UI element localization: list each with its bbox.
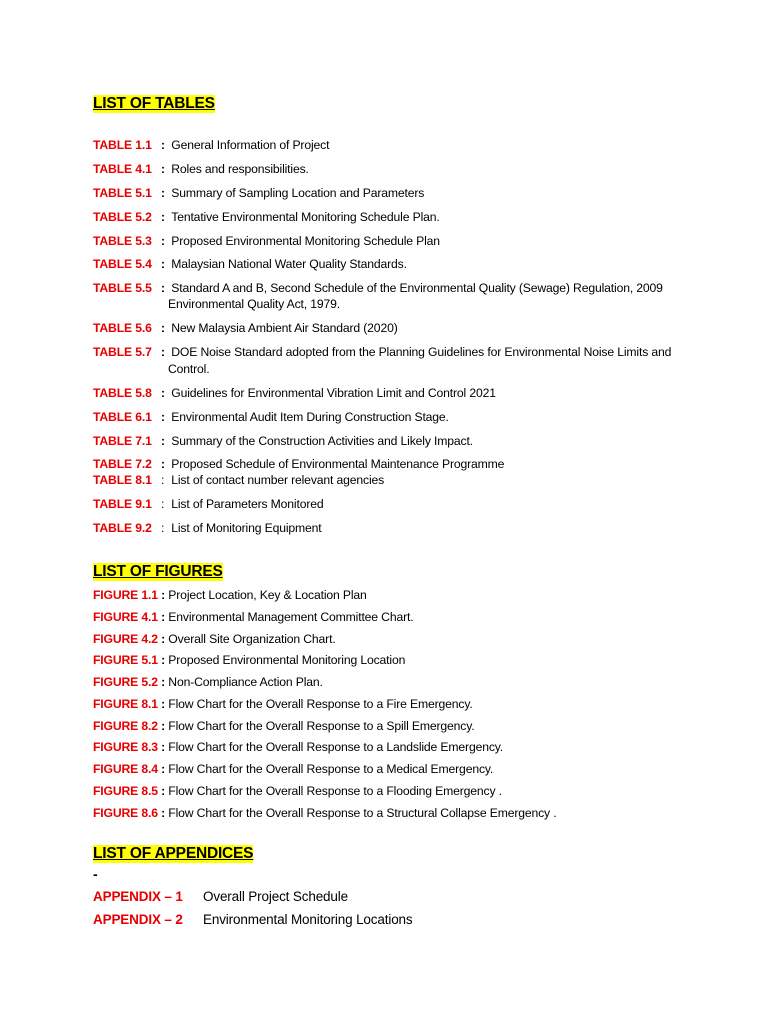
table-entry [93, 385, 496, 402]
separator: : [161, 138, 165, 152]
separator: : [161, 784, 166, 798]
table-entry [93, 433, 473, 450]
appendix-title: Environmental Monitoring Locations [203, 912, 413, 927]
table-label: TABLE 5.8 [93, 386, 152, 400]
appendix-label: APPENDIX – 1 [93, 889, 183, 904]
table-title: Proposed Environmental Monitoring Schedule Plan [171, 234, 440, 248]
figure-entry [93, 739, 503, 756]
separator: : [161, 345, 165, 359]
table-title: Standard A and B, Second Schedule of the Environmental Quality (Sewage) Regulation, 2009 [171, 281, 663, 295]
figure-entry [93, 609, 413, 626]
table-entry [93, 344, 671, 361]
figure-title: Flow Chart for the Overall Response to a Medical Emergency. [168, 762, 494, 776]
separator: : [161, 653, 166, 667]
figure-entry [93, 587, 367, 604]
table-title-continuation: Environmental Quality Act, 1979. [168, 297, 341, 311]
separator: : [161, 457, 165, 471]
figure-label: FIGURE 4.1 [93, 610, 158, 624]
separator: : [161, 234, 165, 248]
table-label: TABLE 6.1 [93, 410, 152, 424]
separator: : [161, 697, 166, 711]
table-entry [93, 280, 663, 297]
separator: : [161, 186, 165, 200]
table-title: Tentative Environmental Monitoring Schedule Plan. [171, 210, 440, 224]
table-entry [93, 137, 329, 154]
separator: : [161, 806, 166, 820]
table-entry [93, 233, 440, 250]
separator: : [161, 588, 166, 602]
table-label: TABLE 1.1 [93, 138, 152, 152]
separator: : [161, 162, 165, 176]
figure-label: FIGURE 5.2 [93, 675, 158, 689]
table-title: Malaysian National Water Quality Standards. [171, 257, 407, 271]
table-title-continuation: Control. [168, 362, 210, 376]
list-of-tables-heading: LIST OF TABLES [93, 95, 215, 112]
figure-label: FIGURE 4.2 [93, 632, 158, 646]
table-title: Proposed Schedule of Environmental Maintenance Programme [171, 457, 505, 471]
figure-title: Overall Site Organization Chart. [168, 632, 336, 646]
figure-label: FIGURE 8.3 [93, 740, 158, 754]
table-label: TABLE 5.1 [93, 186, 152, 200]
table-entry [93, 256, 407, 273]
table-entry [93, 472, 384, 489]
figure-title: Flow Chart for the Overall Response to a Flooding Emergency . [168, 784, 502, 798]
figure-entry [93, 631, 336, 648]
separator: : [161, 719, 166, 733]
table-label: TABLE 5.2 [93, 210, 152, 224]
table-entry [93, 209, 440, 226]
table-title: List of contact number relevant agencies [171, 473, 385, 487]
table-title: List of Parameters Monitored [171, 497, 324, 511]
table-label: TABLE 5.6 [93, 321, 152, 335]
figure-label: FIGURE 8.2 [93, 719, 158, 733]
separator: : [161, 281, 165, 295]
table-title: Summary of the Construction Activities and Likely Impact. [171, 434, 473, 448]
list-of-figures-heading: LIST OF FIGURES [93, 563, 223, 580]
list-of-appendices-heading: LIST OF APPENDICES [93, 845, 254, 862]
separator: : [161, 434, 165, 448]
separator: : [161, 321, 165, 335]
figure-label: FIGURE 8.1 [93, 697, 158, 711]
table-entry [93, 161, 309, 178]
figure-label: FIGURE 8.6 [93, 806, 158, 820]
separator: : [161, 675, 166, 689]
separator: : [161, 740, 166, 754]
figure-title: Flow Chart for the Overall Response to a Spill Emergency. [168, 719, 475, 733]
table-entry [93, 520, 322, 537]
separator: : [161, 521, 165, 535]
table-title: New Malaysia Ambient Air Standard (2020) [171, 321, 398, 335]
table-entry [93, 409, 449, 426]
appendix-title: Overall Project Schedule [203, 889, 348, 904]
table-label: TABLE 9.1 [93, 497, 152, 511]
table-title: DOE Noise Standard adopted from the Planning Guidelines for Environmental Noise Limits and [171, 345, 672, 359]
figure-title: Flow Chart for the Overall Response to a Fire Emergency. [168, 697, 473, 711]
figure-entry [93, 696, 473, 713]
appendix-label: APPENDIX – 2 [93, 912, 183, 927]
table-entry [93, 456, 504, 473]
table-title: Roles and responsibilities. [171, 162, 309, 176]
table-entry [93, 185, 424, 202]
table-label: TABLE 5.5 [93, 281, 152, 295]
table-title: Environmental Audit Item During Construction Stage. [171, 410, 449, 424]
figure-entry [93, 674, 323, 691]
figure-label: FIGURE 8.4 [93, 762, 158, 776]
separator: : [161, 762, 166, 776]
table-entry [93, 496, 324, 513]
figure-title: Proposed Environmental Monitoring Location [168, 653, 406, 667]
appendix-entry [93, 888, 348, 906]
figure-title: Project Location, Key & Location Plan [168, 588, 367, 602]
separator: : [161, 497, 165, 511]
figure-title: Flow Chart for the Overall Response to a Structural Collapse Emergency . [168, 806, 557, 820]
table-title: Guidelines for Environmental Vibration Limit and Control 2021 [171, 386, 496, 400]
separator: : [161, 473, 165, 487]
separator: : [161, 632, 166, 646]
appendix-entry [93, 911, 413, 929]
table-title: Summary of Sampling Location and Parameters [171, 186, 425, 200]
figure-entry [93, 783, 502, 800]
separator: : [161, 610, 166, 624]
table-label: TABLE 4.1 [93, 162, 152, 176]
figure-entry [93, 805, 556, 822]
separator: : [161, 257, 165, 271]
table-title: List of Monitoring Equipment [171, 521, 322, 535]
separator: : [161, 410, 165, 424]
table-label: TABLE 5.7 [93, 345, 152, 359]
figure-title: Flow Chart for the Overall Response to a Landslide Emergency. [168, 740, 504, 754]
figure-entry [93, 761, 493, 778]
table-label: TABLE 8.1 [93, 473, 152, 487]
table-label: TABLE 5.3 [93, 234, 152, 248]
table-label: TABLE 7.1 [93, 434, 152, 448]
table-label: TABLE 7.2 [93, 457, 152, 471]
figure-label: FIGURE 1.1 [93, 588, 158, 602]
figure-entry [93, 652, 405, 669]
table-label: TABLE 9.2 [93, 521, 152, 535]
table-title: General Information of Project [171, 138, 330, 152]
table-entry [93, 320, 398, 337]
separator: : [161, 210, 165, 224]
table-label: TABLE 5.4 [93, 257, 152, 271]
figure-label: FIGURE 5.1 [93, 653, 158, 667]
dash-mark: - [93, 866, 98, 882]
figure-label: FIGURE 8.5 [93, 784, 158, 798]
separator: : [161, 386, 165, 400]
figure-title: Environmental Management Committee Chart. [168, 610, 414, 624]
figure-entry [93, 718, 475, 735]
figure-title: Non-Compliance Action Plan. [168, 675, 323, 689]
